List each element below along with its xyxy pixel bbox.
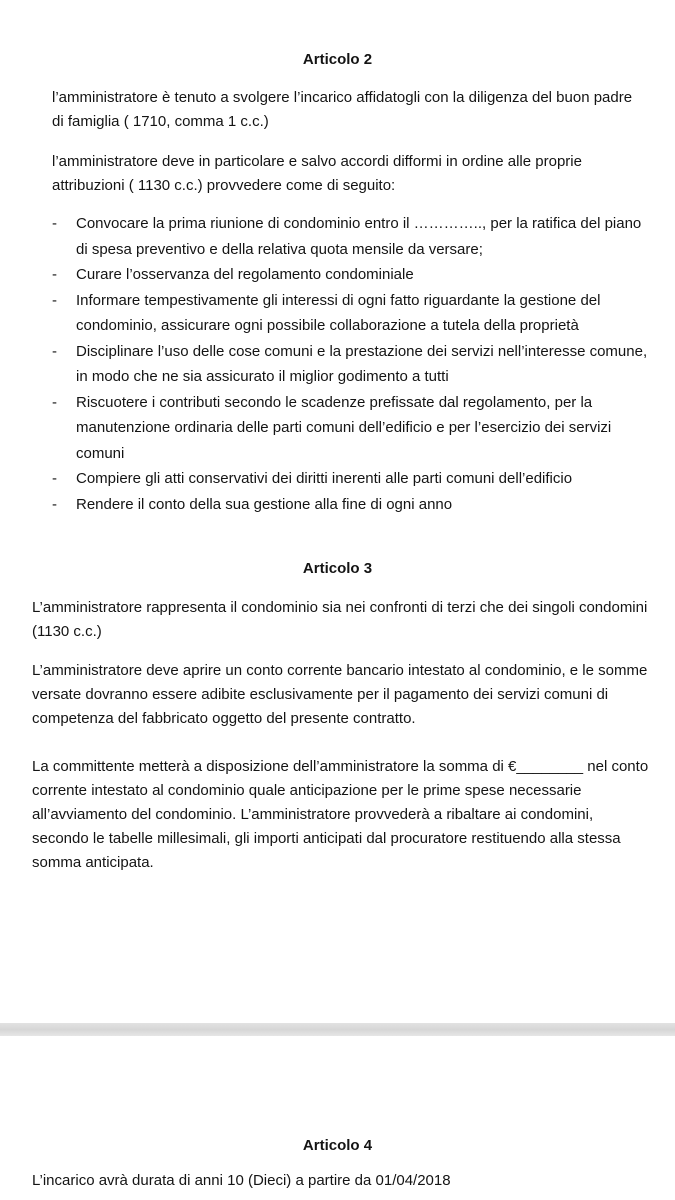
list-item: - Informare tempestivamente gli interessi di ogni fatto riguardante la gestione del condominio, assicurare ogni possibile collaborazione a tutela della proprietà [52, 288, 652, 339]
list-item: - Disciplinare l’uso delle cose comuni e la prestazione dei servizi nell’interesse comune, in modo che ne sia assicurato il miglior godimento a tutti [52, 339, 652, 390]
article-2-paragraph-1: l’amministratore è tenuto a svolgere l’incarico affidatogli con la diligenza del buon padre di famiglia ( 1710, comma 1 c.c.) [52, 89, 633, 130]
page-break-divider [0, 1023, 675, 1036]
article-2-duties-list [52, 211, 652, 517]
list-item: - Compiere gli atti conservativi dei diritti inerenti alle parti comuni dell’edificio [52, 466, 652, 492]
article-4-paragraph-1: L’incarico avrà durata di anni 10 (Dieci) a partire da 01/04/2018 [32, 1172, 451, 1189]
article-2-heading: Articolo 2 [302, 51, 373, 68]
article-3-paragraph-1: L’amministratore rappresenta il condominio sia nei confronti di terzi che dei singoli condomini (1130 c.c.) [32, 599, 648, 640]
list-item: - Rendere il conto della sua gestione alla fine di ogni anno [52, 492, 652, 518]
article-2-paragraph-2: l’amministratore deve in particolare e salvo accordi difformi in ordine alle proprie attribuzioni ( 1130 c.c.) provvedere come di seguito: [52, 153, 582, 194]
list-item: - Convocare la prima riunione di condominio entro il ………….., per la ratifica del piano di spesa preventivo e della relativa quota mensile da versare; [52, 211, 652, 262]
list-item: - Riscuotere i contributi secondo le scadenze prefissate dal regolamento, per la manutenzione ordinaria delle parti comuni dell’edificio e per l’esercizio dei servizi comuni [52, 390, 652, 467]
list-item: - Curare l’osservanza del regolamento condominiale [52, 262, 652, 288]
article-3-heading: Articolo 3 [302, 560, 373, 577]
article-3-paragraph-2: L’amministratore deve aprire un conto corrente bancario intestato al condominio, e le somme versate dovranno essere adibite esclusivamente per il pagamento dei servizi comuni di competenza del fabbricato oggetto del presente contratto. [32, 662, 648, 727]
article-4-heading: Articolo 4 [302, 1137, 373, 1154]
article-3-paragraph-3: La committente metterà a disposizione dell’amministratore la somma di €________ nel conto corrente intestato al condominio quale anticipazione per le prime spese necessarie all’avviamento del condominio. L’amministratore provvederà a ribaltare ai condomini, secondo le tabelle millesimali, gli importi anticipati dal procuratore restituendo alla stessa somma anticipata. [32, 758, 649, 871]
